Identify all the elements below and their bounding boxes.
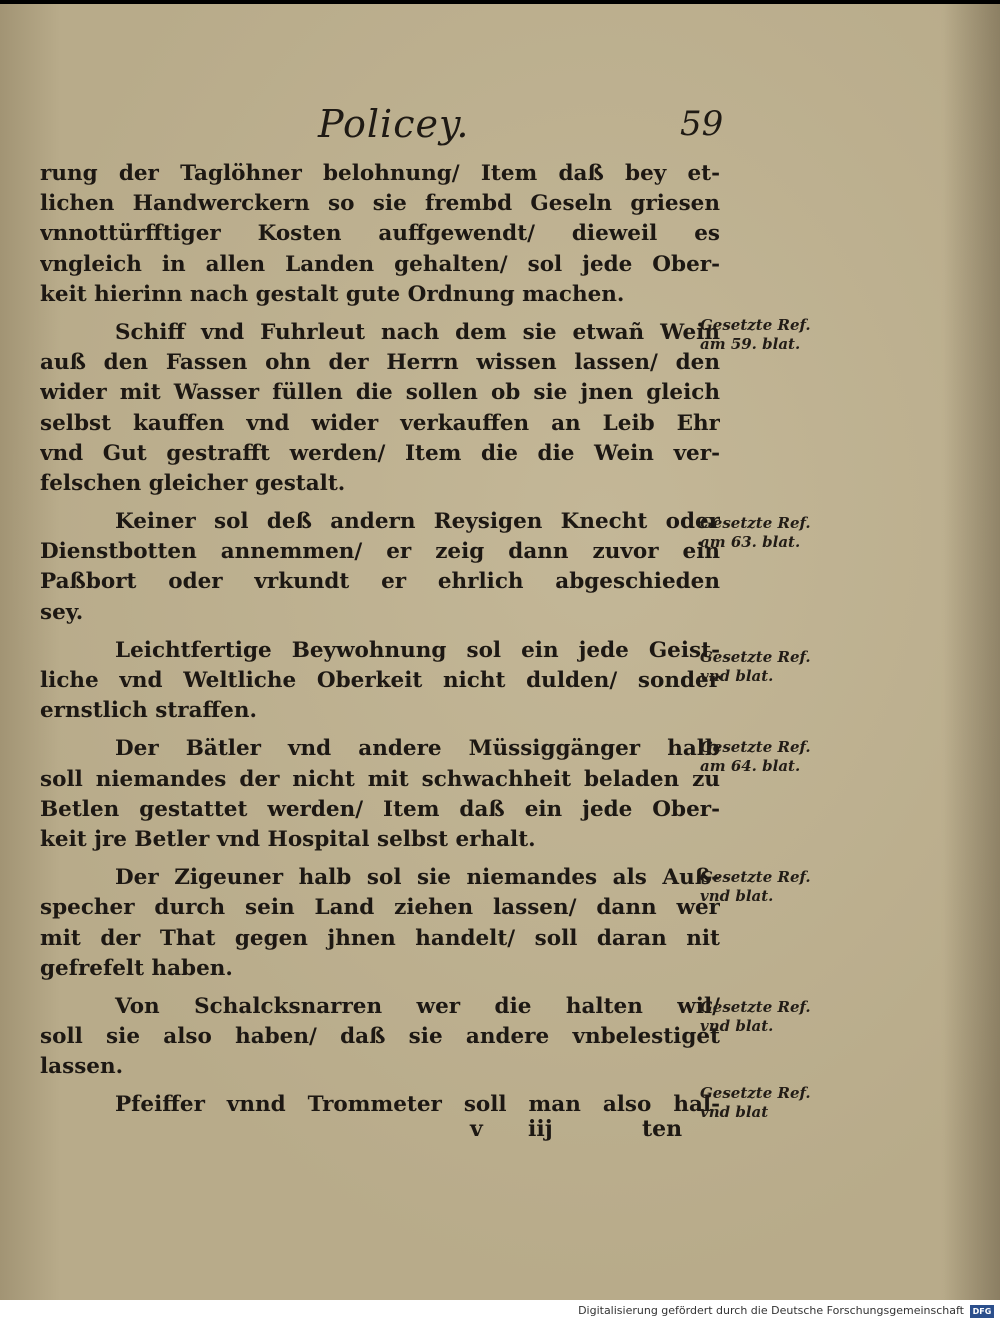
book-page: [0, 4, 1000, 1300]
footer-credit: Digitalisierung gefördert durch die Deutsche Forschungsgemeinschaft: [578, 1304, 964, 1317]
margin-note: [700, 738, 840, 776]
margin-note: [700, 998, 840, 1036]
text-line: Der Zigeuner halb sol sie niemandes als Auß-: [115, 865, 720, 891]
text-line: Von Schalcksnarren wer die halten wil/: [115, 993, 720, 1019]
signature-number: iij: [528, 1116, 553, 1142]
text-line: soll niemandes der nicht mit schwachheit beladen zu: [40, 766, 720, 792]
text-line: Schiff vnd Fuhrleut nach dem sie etwañ Wein: [115, 319, 720, 345]
margin-note-line: Gesetzte Ref.: [700, 514, 811, 532]
page-number: 59: [680, 104, 724, 144]
text-line: Keiner sol deß andern Reysigen Knecht oder: [115, 509, 720, 535]
paragraph-zigeuner: [40, 863, 720, 984]
text-line: Dienstbotten annemmen/ er zeig dann zuvor ein: [40, 539, 720, 565]
dfg-logo-icon: DFG: [970, 1305, 994, 1318]
text-line: Leichtfertige Beywohnung sol ein jede Geist-: [115, 637, 720, 663]
text-line: keit hierinn nach gestalt gute Ordnung machen.: [40, 281, 625, 307]
text-line: mit der That gegen jhnen handelt/ soll daran nit: [40, 925, 720, 951]
text-line: Paßbort oder vrkundt er ehrlich abgeschieden: [40, 569, 720, 595]
running-title: Policey.: [318, 102, 470, 146]
body-text: [40, 159, 720, 1123]
paragraph-pfeiffer: [40, 1090, 720, 1120]
margin-note-line: Gesetzte Ref.: [700, 998, 811, 1016]
text-line: rung der Taglöhner belohnung/ Item daß bey et-: [40, 161, 720, 186]
text-line: felschen gleicher gestalt.: [40, 470, 346, 496]
text-line: soll sie also haben/ daß sie andere vnbelestiget: [40, 1024, 720, 1050]
text-line: selbst kauffen vnd wider verkauffen an Leib Ehr: [40, 410, 720, 436]
margin-note-line: Gesetzte Ref.: [700, 316, 811, 334]
text-line: liche vnd Weltliche Oberkeit nicht dulden/ sonder: [40, 668, 720, 693]
margin-note-line: vnd blat: [700, 1103, 769, 1121]
margin-note: [700, 648, 840, 686]
paragraph-schalcksnarren: [40, 992, 720, 1083]
text-line: vngleich in allen Landen gehalten/ sol jede Ober-: [40, 251, 720, 277]
margin-note-line: vnd blat.: [700, 1017, 774, 1035]
margin-note-line: am 59. blat.: [700, 335, 801, 353]
catchword: ten: [642, 1116, 683, 1142]
margin-note-line: Gesetzte Ref.: [700, 738, 811, 756]
paragraph-batler: [40, 734, 720, 855]
margin-note-line: Gesetzte Ref.: [700, 648, 811, 666]
text-line: Pfeiffer vnnd Trommeter soll man also hal-: [115, 1092, 720, 1118]
margin-note-line: vnd blat.: [700, 887, 774, 905]
text-line: lichen Handwerckern so sie frembd Geseln griesen: [40, 191, 720, 217]
footer-bar: [0, 1300, 1000, 1324]
margin-note-line: Gesetzte Ref.: [700, 868, 811, 886]
margin-note: [700, 1084, 840, 1122]
margin-note-line: am 64. blat.: [700, 757, 801, 775]
text-line: auß den Fassen ohn der Herrn wissen lassen/ den: [40, 350, 720, 376]
paragraph-leichtfertige: [40, 636, 720, 727]
text-line: ernstlich straffen.: [40, 698, 257, 724]
text-line: specher durch sein Land ziehen lassen/ dann wer: [40, 895, 720, 921]
margin-note: [700, 868, 840, 906]
signature-mark: v: [470, 1116, 483, 1142]
page-shadow: [944, 4, 1000, 1300]
margin-note: [700, 316, 840, 354]
margin-note: [700, 514, 840, 552]
text-line: lassen.: [40, 1054, 124, 1080]
text-line: vnd Gut gestrafft werden/ Item die die Wein ver-: [40, 440, 720, 466]
text-line: vnnottürfftiger Kosten auffgewendt/ dieweil es: [40, 221, 720, 247]
paragraph-taglohner: [40, 159, 720, 310]
paragraph-schiff: [40, 318, 720, 499]
margin-note-line: Gesetzte Ref.: [700, 1084, 811, 1102]
text-line: Betlen gestattet werden/ Item daß ein jede Ober-: [40, 796, 720, 822]
text-line: wider mit Wasser füllen die sollen ob sie jnen gleich: [40, 380, 720, 406]
text-line: gefrefelt haben.: [40, 955, 233, 981]
text-line: Der Bätler vnd andere Müssiggänger halb: [115, 736, 720, 762]
margin-note-line: vnd blat.: [700, 667, 774, 685]
margin-note-line: am 63. blat.: [700, 533, 801, 551]
paragraph-keiner: [40, 507, 720, 628]
text-line: sey.: [40, 599, 84, 625]
page-header: [0, 102, 1000, 152]
text-line: keit jre Betler vnd Hospital selbst erhalt.: [40, 826, 536, 852]
